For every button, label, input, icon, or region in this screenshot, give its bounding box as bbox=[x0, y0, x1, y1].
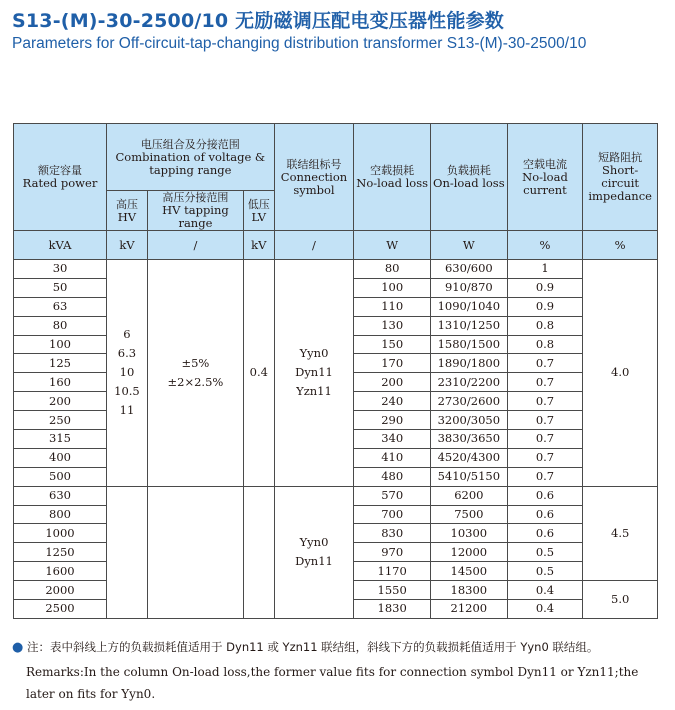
table-row bbox=[14, 486, 658, 505]
unit-cell: kV bbox=[243, 231, 274, 260]
impedance-cell: 5.0 bbox=[583, 581, 658, 619]
note-cn: ● 注：表中斜线上方的负载损耗值适用于 Dyn11 或 Yzn11 联结组，斜线下方的负载损耗值适用于 Yyn0 联结组。 bbox=[12, 640, 599, 655]
noload-loss-cell: 80 bbox=[354, 260, 431, 279]
hv-cell-value: 10.5 bbox=[114, 384, 140, 399]
header-noload-current: 空载电流 No-load current bbox=[507, 124, 583, 231]
rated-power-cell: 315 bbox=[14, 430, 107, 449]
hv-cell-value: 11 bbox=[119, 403, 135, 418]
units-row bbox=[14, 231, 658, 260]
onload-loss-cell: 21200 bbox=[431, 600, 508, 619]
onload-loss-cell: 12000 bbox=[431, 543, 508, 562]
onload-loss-cell: 4520/4300 bbox=[431, 448, 508, 467]
header-hv: 高压 HV bbox=[107, 191, 148, 231]
noload-loss-cell: 1170 bbox=[354, 562, 431, 581]
onload-loss-cell: 910/870 bbox=[431, 278, 508, 297]
onload-loss-cell: 14500 bbox=[431, 562, 508, 581]
rated-power-cell: 160 bbox=[14, 373, 107, 392]
page-subtitle: Parameters for Off-circuit-tap-changing distribution transformer S13-(M)-30-2500/10 bbox=[12, 35, 587, 52]
unit-cell: kV bbox=[107, 231, 148, 260]
hv-tapping-cell-value: ±2×2.5% bbox=[167, 374, 224, 389]
connection-cell bbox=[274, 486, 354, 618]
noload-current-cell: 1 bbox=[507, 260, 583, 279]
noload-loss-cell: 110 bbox=[354, 297, 431, 316]
onload-loss-cell: 1310/1250 bbox=[431, 316, 508, 335]
note-en: Remarks:In the column On-load loss,the former value fits for connection symbol Dyn11 or Yzn11;the later on fits for Yyn0. bbox=[26, 665, 639, 701]
hv-tapping-cell-value: ±5% bbox=[181, 355, 210, 370]
impedance-cell: 4.5 bbox=[583, 486, 658, 580]
page-title: S13-(M)-30-2500/10 无励磁调压配电变压器性能参数 bbox=[12, 10, 504, 32]
onload-loss-cell: 6200 bbox=[431, 486, 508, 505]
rated-power-cell: 500 bbox=[14, 467, 107, 486]
rated-power-cell: 2000 bbox=[14, 581, 107, 600]
header-connection-symbol: 联结组标号 Connection symbol bbox=[274, 124, 354, 231]
noload-current-cell: 0.7 bbox=[507, 373, 583, 392]
noload-current-cell: 0.6 bbox=[507, 524, 583, 543]
rated-power-cell: 125 bbox=[14, 354, 107, 373]
noload-loss-cell: 240 bbox=[354, 392, 431, 411]
header-impedance: 短路阻抗 Short-circuit impedance bbox=[583, 124, 658, 231]
hv-cell-value: 6.3 bbox=[117, 346, 137, 361]
noload-loss-cell: 700 bbox=[354, 505, 431, 524]
noload-current-cell: 0.7 bbox=[507, 430, 583, 449]
unit-cell: W bbox=[354, 231, 431, 260]
onload-loss-cell: 10300 bbox=[431, 524, 508, 543]
connection-cell bbox=[274, 260, 354, 487]
noload-current-cell: 0.6 bbox=[507, 505, 583, 524]
noload-current-cell: 0.5 bbox=[507, 562, 583, 581]
noload-current-cell: 0.7 bbox=[507, 448, 583, 467]
onload-loss-cell: 2310/2200 bbox=[431, 373, 508, 392]
header-onload-loss: 负载损耗 On-load loss bbox=[431, 124, 508, 231]
header-hv-tapping: 高压分接范围 HV tapping range bbox=[147, 191, 243, 231]
noload-loss-cell: 830 bbox=[354, 524, 431, 543]
noload-loss-cell: 290 bbox=[354, 411, 431, 430]
noload-current-cell: 0.9 bbox=[507, 297, 583, 316]
onload-loss-cell: 2730/2600 bbox=[431, 392, 508, 411]
onload-loss-cell: 5410/5150 bbox=[431, 467, 508, 486]
lv-cell-empty bbox=[243, 486, 274, 618]
header-noload-loss: 空载损耗 No-load loss bbox=[354, 124, 431, 231]
noload-loss-cell: 1830 bbox=[354, 600, 431, 619]
unit-cell: kVA bbox=[14, 231, 107, 260]
connection-cell-value: Yyn0 bbox=[299, 535, 329, 550]
rated-power-cell: 63 bbox=[14, 297, 107, 316]
noload-current-cell: 0.7 bbox=[507, 467, 583, 486]
connection-cell-value: Dyn11 bbox=[295, 554, 333, 569]
lv-cell: 0.4 bbox=[243, 260, 274, 487]
impedance-cell: 4.0 bbox=[583, 260, 658, 487]
hv-cell bbox=[107, 260, 148, 487]
rated-power-cell: 1000 bbox=[14, 524, 107, 543]
onload-loss-cell: 1580/1500 bbox=[431, 335, 508, 354]
rated-power-cell: 400 bbox=[14, 448, 107, 467]
unit-cell: % bbox=[583, 231, 658, 260]
onload-loss-cell: 18300 bbox=[431, 581, 508, 600]
noload-loss-cell: 480 bbox=[354, 467, 431, 486]
connection-cell-value: Dyn11 bbox=[295, 365, 333, 380]
bullet-icon: ● bbox=[12, 640, 24, 655]
parameter-table bbox=[13, 123, 658, 619]
rated-power-cell: 100 bbox=[14, 335, 107, 354]
connection-cell-value: Yzn11 bbox=[296, 384, 332, 399]
onload-loss-cell: 1090/1040 bbox=[431, 297, 508, 316]
header-rated-power: 额定容量 Rated power bbox=[14, 124, 107, 231]
table-row bbox=[14, 260, 658, 279]
unit-cell: % bbox=[507, 231, 583, 260]
hv-cell-empty bbox=[107, 486, 148, 618]
header-voltage-combination: 电压组合及分接范围 Combination of voltage & tapping range bbox=[107, 124, 275, 191]
unit-cell: / bbox=[147, 231, 243, 260]
noload-current-cell: 0.4 bbox=[507, 600, 583, 619]
rated-power-cell: 1600 bbox=[14, 562, 107, 581]
noload-current-cell: 0.7 bbox=[507, 411, 583, 430]
noload-current-cell: 0.8 bbox=[507, 335, 583, 354]
noload-loss-cell: 170 bbox=[354, 354, 431, 373]
unit-cell: W bbox=[431, 231, 508, 260]
noload-current-cell: 0.8 bbox=[507, 316, 583, 335]
noload-current-cell: 0.4 bbox=[507, 581, 583, 600]
onload-loss-cell: 7500 bbox=[431, 505, 508, 524]
noload-loss-cell: 100 bbox=[354, 278, 431, 297]
noload-loss-cell: 200 bbox=[354, 373, 431, 392]
unit-cell: / bbox=[274, 231, 354, 260]
noload-loss-cell: 410 bbox=[354, 448, 431, 467]
noload-current-cell: 0.6 bbox=[507, 486, 583, 505]
hv-cell-value: 10 bbox=[119, 365, 135, 380]
rated-power-cell: 50 bbox=[14, 278, 107, 297]
header-lv: 低压 LV bbox=[243, 191, 274, 231]
rated-power-cell: 1250 bbox=[14, 543, 107, 562]
noload-loss-cell: 340 bbox=[354, 430, 431, 449]
noload-loss-cell: 130 bbox=[354, 316, 431, 335]
onload-loss-cell: 630/600 bbox=[431, 260, 508, 279]
rated-power-cell: 800 bbox=[14, 505, 107, 524]
noload-loss-cell: 570 bbox=[354, 486, 431, 505]
connection-cell-value: Yyn0 bbox=[299, 346, 329, 361]
onload-loss-cell: 3200/3050 bbox=[431, 411, 508, 430]
rated-power-cell: 630 bbox=[14, 486, 107, 505]
rated-power-cell: 30 bbox=[14, 260, 107, 279]
rated-power-cell: 250 bbox=[14, 411, 107, 430]
noload-current-cell: 0.9 bbox=[507, 278, 583, 297]
onload-loss-cell: 3830/3650 bbox=[431, 430, 508, 449]
hv-cell-value: 6 bbox=[123, 327, 131, 342]
noload-current-cell: 0.7 bbox=[507, 392, 583, 411]
noload-current-cell: 0.7 bbox=[507, 354, 583, 373]
hv-tapping-cell bbox=[147, 260, 243, 487]
hv-tapping-cell-empty bbox=[147, 486, 243, 618]
noload-loss-cell: 970 bbox=[354, 543, 431, 562]
rated-power-cell: 80 bbox=[14, 316, 107, 335]
noload-loss-cell: 150 bbox=[354, 335, 431, 354]
noload-current-cell: 0.5 bbox=[507, 543, 583, 562]
rated-power-cell: 2500 bbox=[14, 600, 107, 619]
onload-loss-cell: 1890/1800 bbox=[431, 354, 508, 373]
rated-power-cell: 200 bbox=[14, 392, 107, 411]
noload-loss-cell: 1550 bbox=[354, 581, 431, 600]
